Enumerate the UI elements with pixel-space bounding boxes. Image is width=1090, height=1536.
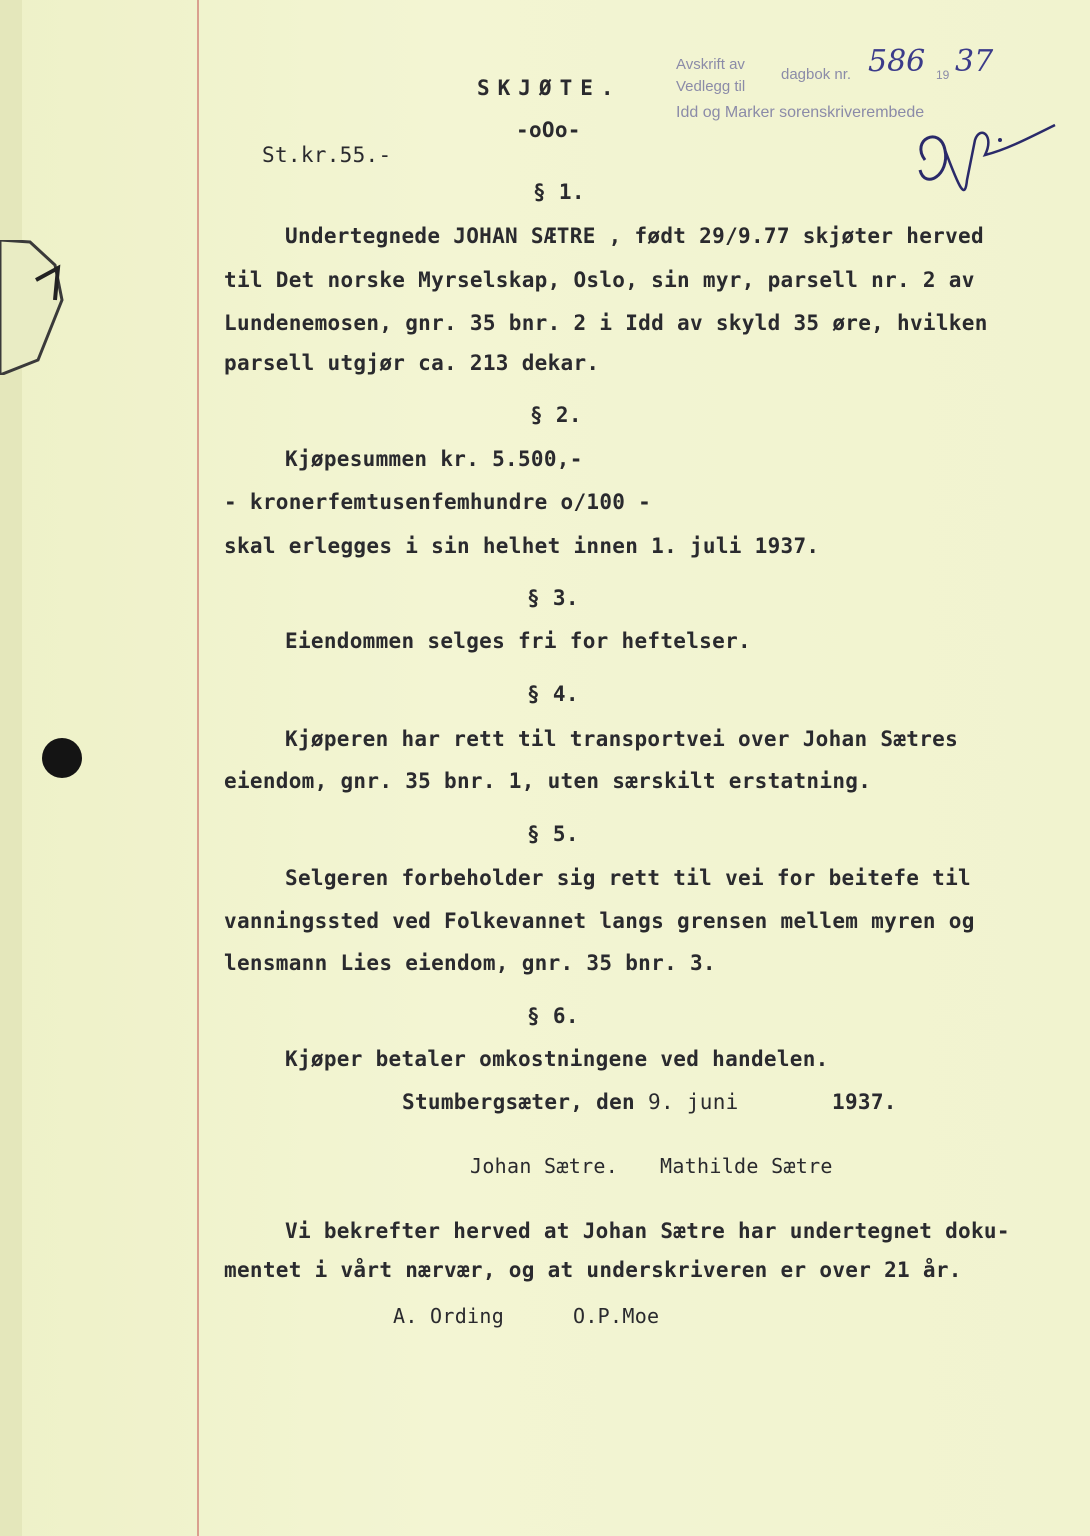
section-heading: § 1. — [533, 180, 585, 204]
section-line: Eiendommen selges fri for heftelser. — [285, 629, 751, 653]
stamp-year: 37 — [955, 44, 994, 79]
stamp-dagbok-label: dagbok nr. — [781, 66, 852, 83]
section-line: lensmann Lies eiendom, gnr. 35 bnr. 3. — [224, 951, 716, 975]
page-left-edge — [0, 0, 22, 1536]
section-line: eiendom, gnr. 35 bnr. 1, uten særskilt erstatning. — [224, 769, 872, 793]
section-line: Kjøperen har rett til transportvei over Johan Sætres — [285, 727, 959, 751]
witness-line: Vi bekrefter herved at Johan Sætre har undertegnet doku- — [285, 1219, 1010, 1243]
margin-rule — [197, 0, 199, 1536]
section-line: skal erlegges i sin helhet innen 1. juli 1937. — [224, 534, 820, 558]
section-line: Undertegnede JOHAN SÆTRE , født 29/9.77 skjøter herved — [285, 224, 984, 248]
witness-name: A. Ording — [393, 1304, 505, 1328]
section-heading: § 3. — [527, 586, 579, 610]
torn-corner — [0, 240, 78, 375]
witness-name: O.P.Moe — [573, 1304, 660, 1328]
section-line: Lundenemosen, gnr. 35 bnr. 2 i Idd av skyld 35 øre, hvilken — [224, 311, 988, 335]
punch-hole — [42, 738, 82, 778]
stamp-line-avskrift: Avskrift av — [676, 56, 745, 73]
section-heading: § 5. — [527, 822, 579, 846]
section-line: vanningssted ved Folkevannet langs grensen mellem myren og — [224, 909, 975, 933]
stamp-duty-note: St.kr.55.- — [262, 143, 392, 167]
signatory-name: Mathilde Sætre — [660, 1154, 833, 1178]
section-line: Selgeren forbeholder sig rett til vei for beitefe til — [285, 866, 971, 890]
witness-line: mentet i vårt nærvær, og at underskriveren er over 21 år. — [224, 1258, 962, 1282]
section-line: Kjøpesummen kr. 5.500,- — [285, 447, 583, 471]
place-date-place: Stumbergsæter, den — [402, 1090, 635, 1114]
title-ornament: -oOo- — [516, 118, 581, 142]
stamp-year-prefix: 19 — [936, 68, 950, 82]
signatory-name: Johan Sætre. — [470, 1154, 619, 1178]
section-heading: § 2. — [530, 403, 582, 427]
section-line: - kronerfemtusenfemhundre o/100 - — [224, 490, 652, 514]
document-title: SKJØTE. — [477, 76, 622, 100]
section-heading: § 4. — [527, 682, 579, 706]
section-heading: § 6. — [527, 1004, 579, 1028]
section-line: parsell utgjør ca. 213 dekar. — [224, 351, 600, 375]
section-line: til Det norske Myrselskap, Oslo, sin myr, parsell nr. 2 av — [224, 268, 975, 292]
stamp-office: Idd og Marker sorenskriverembede — [676, 104, 925, 121]
handwritten-initials — [905, 120, 1065, 200]
stamp-line-vedlegg: Vedlegg til — [676, 78, 746, 95]
place-date-day: 9. juni — [648, 1090, 739, 1114]
section-line: Kjøper betaler omkostningene ved handelen. — [285, 1047, 829, 1071]
stamp-dagbok-number: 586 — [868, 44, 926, 79]
place-date-year: 1937. — [832, 1090, 897, 1114]
